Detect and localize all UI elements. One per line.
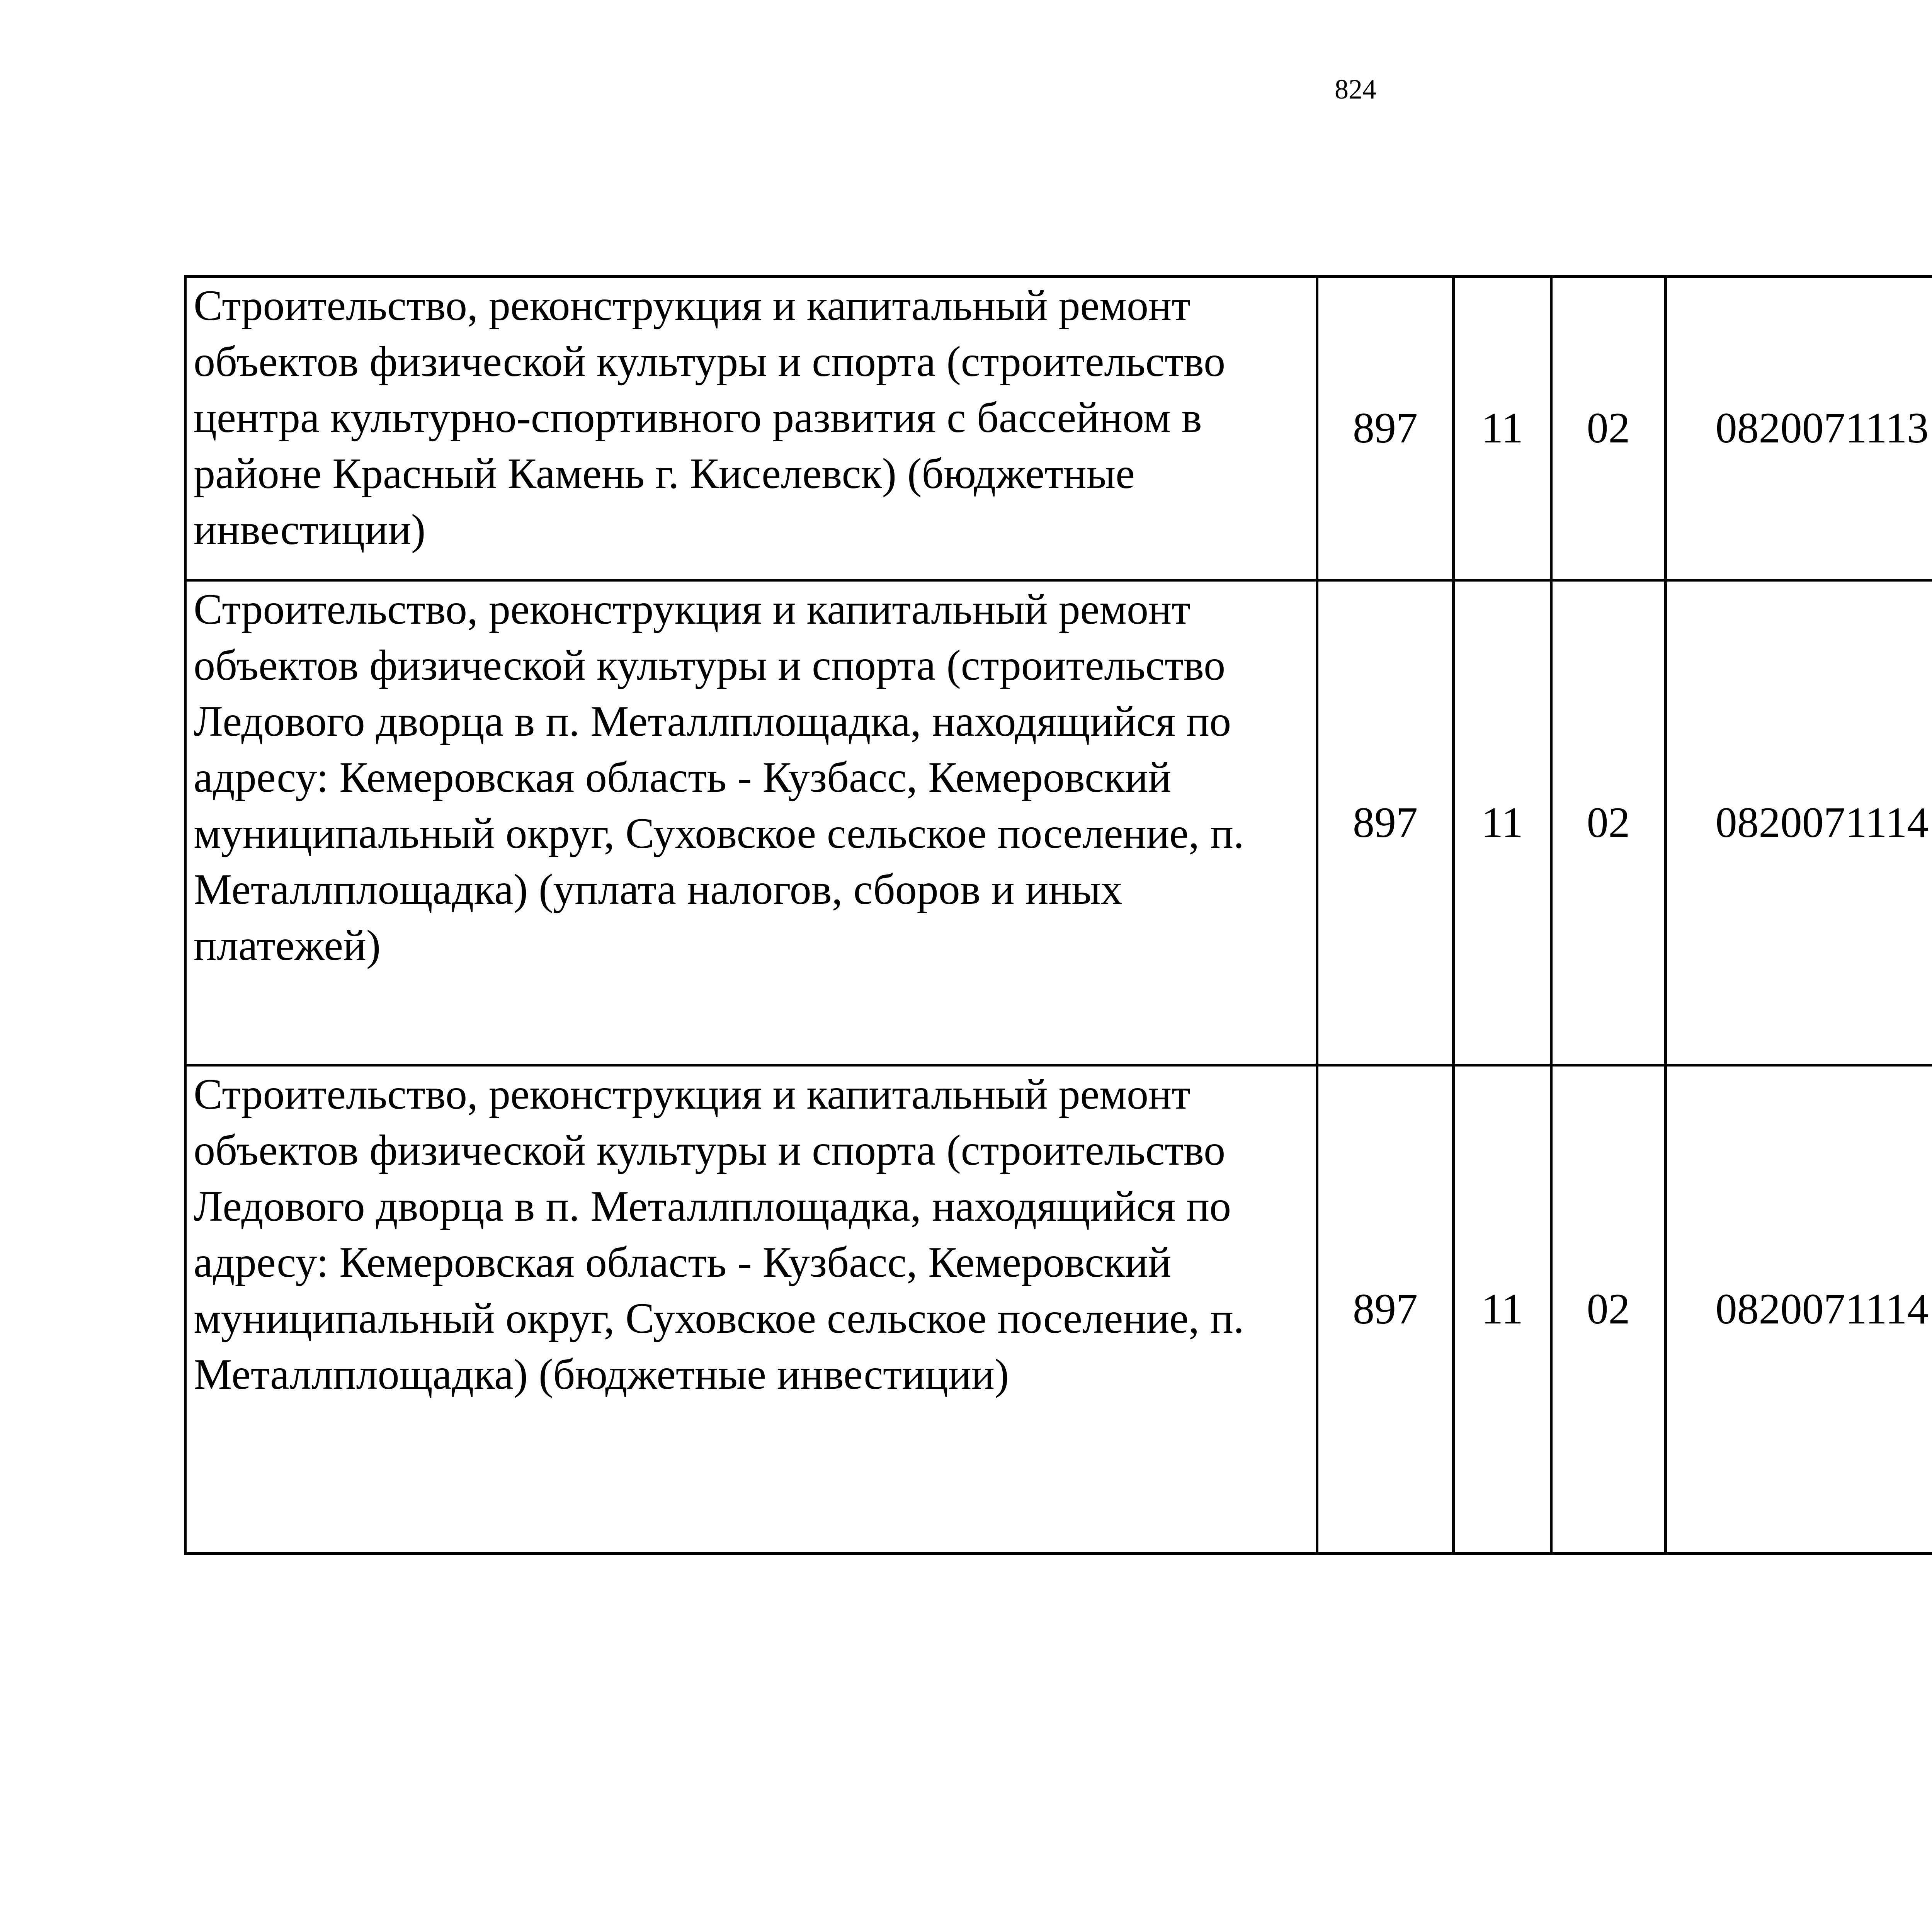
- subsection-code-cell: 02: [1551, 1065, 1666, 1554]
- target-article-cell: 0820071113: [1666, 277, 1932, 580]
- ministry-code-cell: 897: [1317, 1065, 1454, 1554]
- budget-table: [184, 275, 1932, 1555]
- target-article-cell: 0820071114: [1666, 580, 1932, 1065]
- expense-name-cell: Строительство, реконструкция и капитальный ремонт объектов физической культуры и спорта (строительство Ледового дворца в п. Металлплощадка, находящийся по адресу: Кемеровская область - Кузбасс, Кемеровский муниципальный округ, Суховское сельское поселение, п. Металлплощадка) (бюджетные инвестиции): [185, 1065, 1317, 1554]
- expense-name-cell: Строительство, реконструкция и капитальный ремонт объектов физической культуры и спорта (строительство центра культурно-спортивного развития с бассейном в районе Красный Камень г. Киселевск) (бюджетные инвестиции): [185, 277, 1317, 580]
- ministry-code-cell: 897: [1317, 580, 1454, 1065]
- table-row: [185, 1065, 1932, 1554]
- table-row: [185, 580, 1932, 1065]
- subsection-code-cell: 02: [1551, 277, 1666, 580]
- section-code-cell: 11: [1454, 277, 1551, 580]
- ministry-code-cell: 897: [1317, 277, 1454, 580]
- table-row: [185, 277, 1932, 580]
- section-code-cell: 11: [1454, 1065, 1551, 1554]
- subsection-code-cell: 02: [1551, 580, 1666, 1065]
- page-number: 824: [1335, 74, 1376, 105]
- target-article-cell: 0820071114: [1666, 1065, 1932, 1554]
- section-code-cell: 11: [1454, 580, 1551, 1065]
- expense-name-cell: Строительство, реконструкция и капитальный ремонт объектов физической культуры и спорта (строительство Ледового дворца в п. Металлплощадка, находящийся по адресу: Кемеровская область - Кузбасс, Кемеровский муниципальный округ, Суховское сельское поселение, п. Металлплощадка) (уплата налогов, сборов и иных платежей): [185, 580, 1317, 1065]
